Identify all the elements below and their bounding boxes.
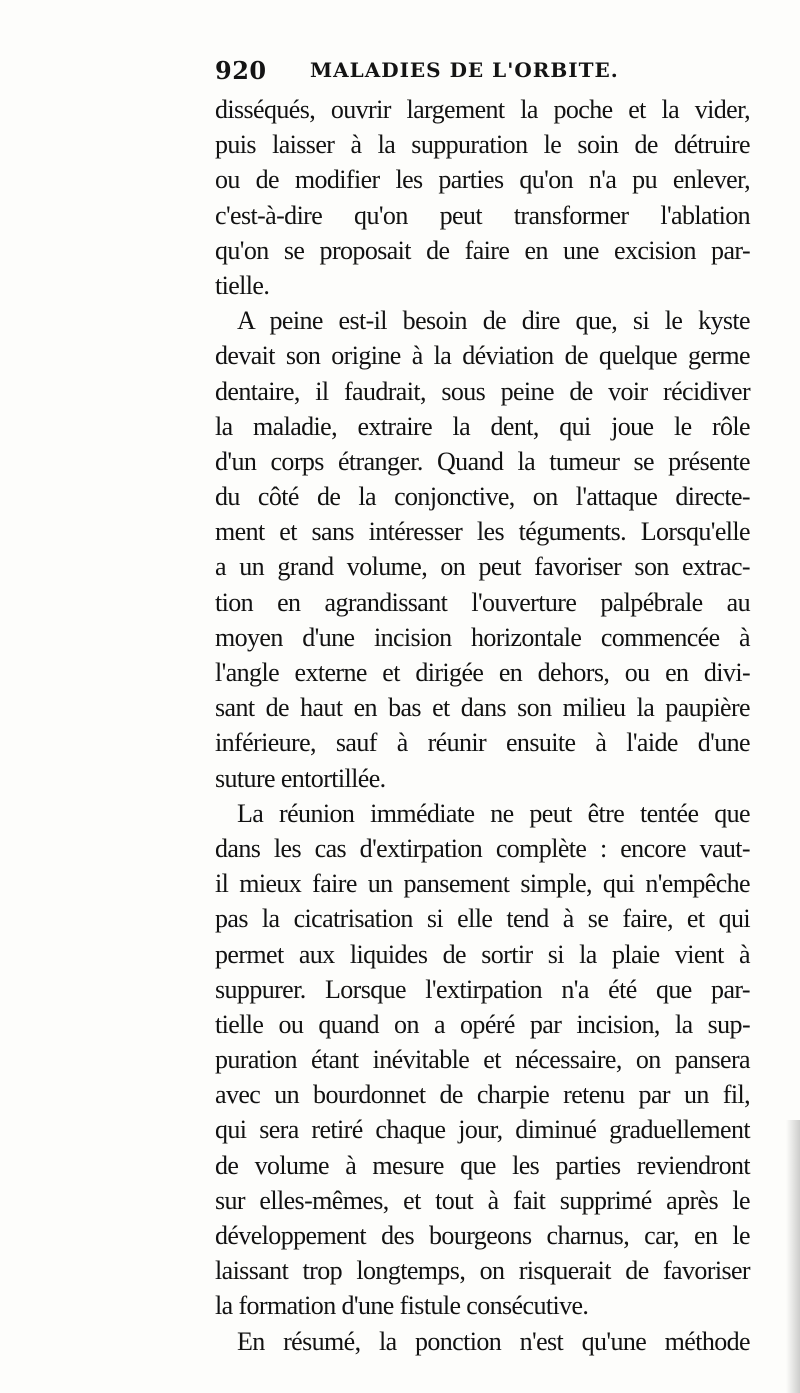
text-line: la formation d'une fistule consécutive.	[215, 1291, 589, 1321]
text-line: tion en agrandissant l'ouverture palpébrale au	[215, 587, 750, 617]
text-line: de volume à mesure que les parties reviendront	[215, 1150, 750, 1180]
text-line: moyen d'une incision horizontale commencée à	[215, 622, 750, 652]
text-line: suture entortillée.	[215, 763, 386, 793]
text-line: qui sera retiré chaque jour, diminué graduellement	[215, 1115, 750, 1145]
running-title: MALADIES DE L'ORBITE.	[310, 58, 619, 82]
body-text	[215, 92, 750, 1359]
text-line: du côté de la conjonctive, on l'attaque directe-	[215, 482, 750, 512]
text-line: inférieure, sauf à réunir ensuite à l'aide d'une	[215, 728, 750, 758]
text-line: développement des bourgeons charnus, car, en le	[215, 1221, 750, 1250]
page-header	[215, 56, 755, 90]
text-line: suppurer. Lorsque l'extirpation n'a été que par-	[215, 974, 750, 1004]
text-line: La réunion immédiate ne peut être tentée que	[237, 798, 750, 828]
text-line: d'un corps étranger. Quand la tumeur se présente	[215, 446, 750, 476]
text-line: c'est-à-dire qu'on peut transformer l'ablation	[215, 200, 750, 230]
text-line: sant de haut en bas et dans son milieu la paupière	[215, 693, 750, 723]
text-line: dentaire, il faudrait, sous peine de voir récidiver	[215, 376, 750, 406]
text-line: En résumé, la ponction n'est qu'une méthode	[237, 1326, 750, 1356]
text-line: ment et sans intéresser les téguments. Lorsqu'elle	[215, 517, 750, 547]
text-line: sur elles-mêmes, et tout à fait supprimé après le	[215, 1185, 750, 1215]
page-number: 920	[215, 56, 267, 85]
text-line: pas la cicatrisation si elle tend à se faire, et qui	[215, 904, 750, 934]
text-line: disséqués, ouvrir largement la poche et la vider,	[215, 95, 750, 124]
text-line: laissant trop longtemps, on risquerait de favoriser	[215, 1256, 750, 1286]
text-line: permet aux liquides de sortir si la plaie vient à	[215, 939, 750, 969]
text-line: qu'on se proposait de faire en une excision par-	[215, 235, 750, 265]
text-line: tielle.	[215, 270, 270, 300]
text-line: avec un bourdonnet de charpie retenu par un fil,	[215, 1080, 750, 1110]
text-line: puis laisser à la suppuration le soin de détruire	[215, 130, 750, 160]
text-line: dans les cas d'extirpation complète : encore vaut-	[215, 833, 750, 863]
text-line: devait son origine à la déviation de quelque germe	[215, 341, 750, 371]
text-line: tielle ou quand on a opéré par incision, la sup-	[215, 1009, 750, 1039]
text-line: ou de modifier les parties qu'on n'a pu enlever,	[215, 165, 750, 195]
text-line: la maladie, extraire la dent, qui joue le rôle	[215, 411, 750, 441]
text-line: A peine est-il besoin de dire que, si le kyste	[237, 306, 750, 336]
text-line: il mieux faire un pansement simple, qui n'empêche	[215, 869, 750, 899]
page-edge-shadow	[786, 1120, 800, 1393]
text-line: l'angle externe et dirigée en dehors, ou en divi-	[215, 658, 750, 687]
text-line: a un grand volume, on peut favoriser son extrac-	[215, 552, 750, 582]
text-line: puration étant inévitable et nécessaire, on pansera	[215, 1045, 750, 1075]
